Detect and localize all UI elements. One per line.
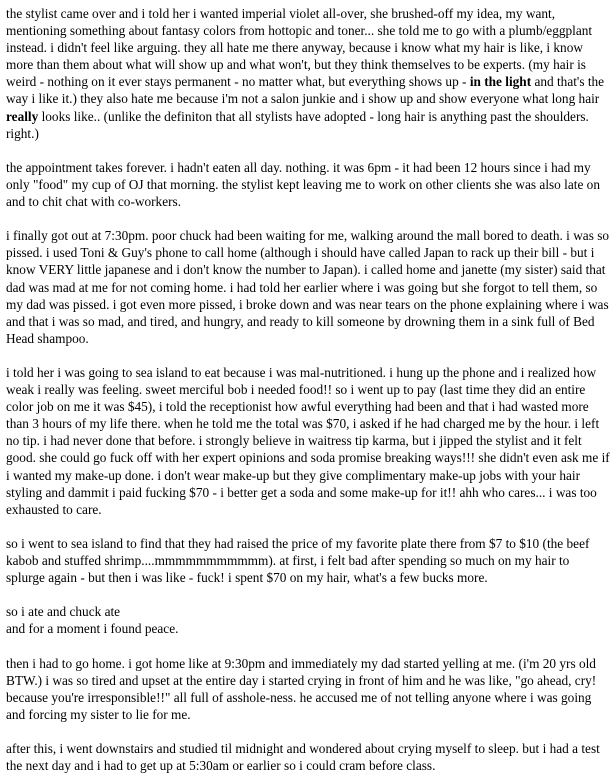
bold-text: really <box>6 108 39 124</box>
paragraph-study <box>6 740 611 774</box>
paragraph-stylist <box>6 5 611 142</box>
text-run: so i ate and chuck ate <box>6 604 121 620</box>
text-run: and that's the way i like it.) they also hate me because i'm not a salon junkie and i show up and show everyone what long hair <box>6 74 605 107</box>
paragraph-home <box>6 655 611 723</box>
text-run: and for a moment i found peace. <box>6 621 179 637</box>
text-run: then i had to go home. i got home like at 9:30pm and immediately my dad started yelling at me. (i'm 20 yrs old BTW.) i was so tired and upset at the entire day i started crying in front of him and he was like, "go ahead, cry! because you're irresponsible!!" all full of asshole-ness. he accused me of not telling anyone where i was going and forcing my sister to lie for me. <box>6 655 597 722</box>
paragraph-ate <box>6 603 611 620</box>
text-run: after this, i went downstairs and studied til midnight and wondered about crying myself to sleep. but i had a test the next day and i had to get up at 5:30am or earlier so i could cram before class. <box>6 741 600 774</box>
text-run: the stylist came over and i told her i wanted imperial violet all-over, she brushed-off my idea, my want, mentioning something about fantasy colors from hottopic and toner... she told me to go with a plumb/eggplant instead. i didn't feel like arguing. they all hate me there anyway, because i know what my hair is like, i know more than them about what will show up and what won't, but they think themselves to be experts. (my hair is weird - nothing on it ever stays permanent - no matter what, but everything shows up - <box>6 6 593 90</box>
text-run: looks like.. (unlike the definiton that all stylists have adopted - long hair is anything past the shoulders. right.) <box>6 108 589 141</box>
bold-text: in the light <box>469 74 532 90</box>
paragraph-peace <box>6 620 611 637</box>
paragraph-sea-island <box>6 535 611 586</box>
paragraph-appointment <box>6 159 611 210</box>
paragraph-phone-call <box>6 227 611 347</box>
paragraph-payment <box>6 364 611 518</box>
text-run: the appointment takes forever. i hadn't eaten all day. nothing. it was 6pm - it had been 12 hours since i had my only "food" my cup of OJ that morning. the stylist kept leaving me to work on other clients she was also late on and to chit chat with co-workers. <box>6 159 600 210</box>
text-run: i told her i was going to sea island to eat because i was mal-nutritioned. i hung up the phone and i realized how weak i really was feeling. sweet merciful bob i needed food!! so i went up to pay (last time they did an entire color job on me it was $45), i told the receptionist how awful everything had been and that i had wasted more than 3 hours of my life there. when he told me the total was $70, i asked if he had charged me by the hour. i left no tip. i had never done that before. i strongly believe in waitress tip karma, but i jipped the stylist and it felt good. she could go fuck off with her expert opinions and soda promise breaking ways!!! she didn't even ask me if i wanted my make-up done. i don't wear make-up but they give complimentary make-up jobs with your hair styling and dammit i paid fucking $70 - i better get a soda and some make-up for it!! ahh who cares... i was too exhausted to care. <box>6 364 610 517</box>
text-run: so i went to sea island to find that they had raised the price of my favorite plate there from $7 to $10 (the beef kabob and stuffed shrimp....mmmmmmmmmmm). at first, i felt bad after spending so much on my hair to splurge again - but then i was like - fuck! i spent $70 on my hair, what's a few bucks more. <box>6 535 590 586</box>
text-run: i finally got out at 7:30pm. poor chuck had been waiting for me, walking around the mall bored to death. i was so pissed. i used Toni & Guy's phone to call home (although i should have called Japan to rack up their bill - but i know VERY little japanese and i don't know the number to Japan). i called home and janette (my sister) said that dad was mad at me for not coming home. i had told her earlier where i was going but she forgot to tell them, so my dad was pissed. i got even more pissed, i broke down and was near tears on the phone explaining where i was and that i was so mad, and tired, and hungry, and ready to kill someone by drowning them in a sink full of Bed Head shampoo. <box>6 228 610 346</box>
